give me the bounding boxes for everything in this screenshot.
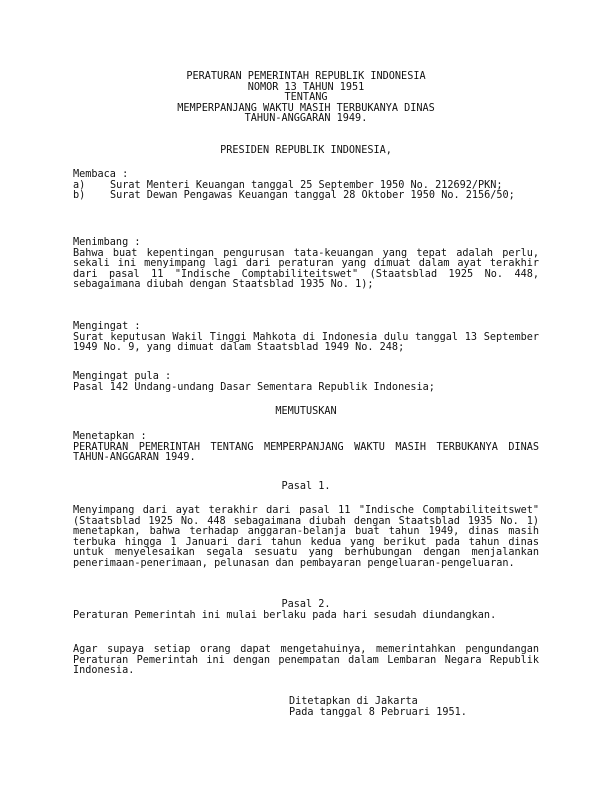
title-line-2: NOMOR 13 TAHUN 1951 — [247, 81, 365, 93]
mengingat-section — [73, 322, 539, 354]
membaca-heading: Membaca : — [73, 169, 129, 180]
title-line-3: TENTANG — [284, 92, 328, 104]
list-label: a) — [73, 179, 86, 191]
membaca-section — [73, 170, 539, 202]
list-item — [73, 191, 539, 202]
pasal-1-heading: Pasal 1. — [281, 481, 331, 492]
mengingat-pula-heading: Mengingat pula : — [73, 371, 172, 382]
signature-place: Ditetapkan di Jakarta — [289, 696, 418, 707]
pasal-2-text: Peraturan Pemerintah ini mulai berlaku pada hari sesudah diundangkan. — [73, 610, 497, 621]
menimbang-text: Bahwa buat kepentingan pengurusan tata-keuangan yang tepat adalah perlu, sekali ini menyimpang lagi dari peraturan yang dimuat dalam ayat terakhir dari pasal 11 "Indische Comptabiliteitswet" (Staatsblad 1925 No. 448, sebagaimana diubah dengan Staatsblad 1935 No. 1); — [73, 247, 539, 291]
title-line-5: TAHUN-ANGGARAN 1949. — [244, 113, 368, 125]
title-line-4: MEMPERPANJANG WAKTU MASIH TERBUKANYA DINAS — [177, 102, 435, 114]
president-heading: PRESIDEN REPUBLIK INDONESIA, — [220, 145, 392, 156]
mengingat-text: Surat keputusan Wakil Tinggi Mahkota di Indonesia dulu tanggal 13 September 1949 No. 9, yang dimuat dalam Staatsblad 1949 No. 248; — [73, 331, 539, 354]
menetapkan-heading: Menetapkan : — [73, 431, 147, 442]
memutuskan-heading: MEMUTUSKAN — [275, 406, 337, 417]
menetapkan-text: PERATURAN PEMERINTAH TENTANG MEMPERPANJANG WAKTU MASIH TERBUKANYA DINAS TAHUN-ANGGARAN 1949. — [73, 441, 539, 464]
list-text: Surat Dewan Pengawas Keuangan tanggal 28 Oktober 1950 No. 2156/50; — [110, 190, 515, 202]
list-text: Surat Menteri Keuangan tanggal 25 September 1950 No. 212692/PKN; — [110, 179, 503, 191]
mengingat-pula-section — [73, 372, 539, 393]
menetapkan-section — [73, 432, 539, 464]
menimbang-heading: Menimbang : — [73, 237, 141, 248]
pasal-1-text: Menyimpang dari ayat terakhir dari pasal 11 "Indische Comptabiliteitswet" (Staatsblad 1925 No. 448 sebagaimana diubah dengan Staatsblad 1935 No. 1) menetapkan, bahwa terhadap anggaran-belanja buat tahun 1949, dinas masih terbuka hingga 1 Januari dari tahun kedua yang berikut pada tahun dinas untuk menyelesaikan segala sesuatu yang berhubungan dengan menjalankan penerimaan-penerimaan, pelunasan dan pembayaran pengeluaran-pengeluaran. — [73, 505, 539, 569]
closing-text: Agar supaya setiap orang dapat mengetahuinya, memerintahkan pengundangan Peraturan Pemerintah ini dengan penempatan dalam Lembaran Negara Republik Indonesia. — [73, 644, 539, 677]
pasal-2-heading: Pasal 2. — [281, 599, 331, 610]
signature-block — [289, 697, 539, 718]
signature-date: Pada tanggal 8 Pebruari 1951. — [289, 706, 467, 718]
list-label: b) — [73, 190, 86, 202]
mengingat-heading: Mengingat : — [73, 321, 141, 332]
document-title — [73, 72, 539, 125]
menimbang-section — [73, 238, 539, 291]
title-line-1: PERATURAN PEMERINTAH REPUBLIK INDONESIA — [186, 71, 426, 82]
mengingat-pula-text: Pasal 142 Undang-undang Dasar Sementara Republik Indonesia; — [73, 381, 435, 393]
